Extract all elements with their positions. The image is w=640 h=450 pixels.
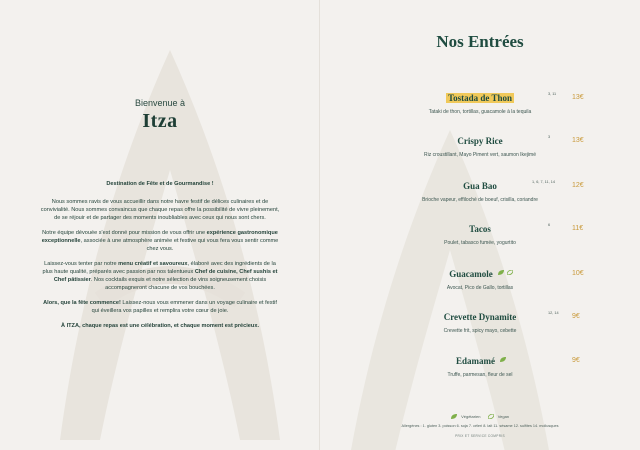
brand-title: Itza (142, 110, 178, 132)
dish-description: Truffe, parmesan, fleur de sel (447, 372, 513, 378)
dish-description: Riz croustillant, Mayo Piment vert, saumon Ikejimé (424, 152, 536, 158)
intro-closing: À ITZA, chaque repas est une célébration, et chaque moment est précieux. (60, 323, 259, 329)
dish-allergens: 3, 11 (548, 92, 557, 96)
dish-allergens: 1, 6, 7, 11, 14 (532, 180, 555, 184)
welcome-text: Bienvenue à (134, 98, 186, 108)
dish-description: Avocat, Pico de Gallo, tortillas (446, 285, 514, 291)
dish-description: Poulet, tabasco fumée, yogurtito (444, 240, 516, 246)
diet-legend (320, 414, 640, 419)
dish-name: Edamamé (456, 356, 495, 366)
dish-allergens: 6 (548, 223, 551, 227)
intro-text (40, 180, 280, 337)
dish-allergens: 3 (548, 135, 551, 139)
dish-name: Tostada de Thon (447, 93, 513, 103)
dish-name: Guacamole (449, 269, 493, 279)
dish-name: Gua Bao (463, 181, 497, 191)
service-note: PRIX ET SERVICE COMPRIS (455, 434, 505, 438)
dish-price: 12€ (572, 182, 584, 189)
dish-name: Tacos (469, 224, 491, 234)
dish-description: Crevette frit, spicy mayo, cebette (443, 328, 517, 334)
dish-price: 11€ (572, 225, 584, 232)
dish-price: 13€ (572, 137, 584, 144)
legend-vegan: Vegan (497, 414, 510, 419)
vegan-leaf-icon (488, 414, 494, 419)
dish-description: Tataki de thon, tortillas, guacamole à la tequila (428, 109, 532, 115)
allergen-list: Allergènes : 1. gluten 3. poisson 6. soja 7. céleri 8. lait 11. sésame 12. sulfites 14. mollusques (401, 424, 559, 428)
dish-description: Brioche vapeur, effiloché de boeuf, crisilla, coriandre (422, 197, 538, 203)
intro-paragraph: Laissez-vous tenter par notre menu créatif et savoureux, élaboré avec des ingrédients de la plus haute qualité, préparés avec passion par nos talentueux Chef de cuisine, Chef sushis et Chef pâtissier. Nos cocktails exquis et notre sélection de vins soigneusement choisis accompagneront chacune de vos bouchées. (42, 261, 278, 291)
dish-name: Crispy Rice (457, 136, 503, 146)
dish-name: Crevette Dynamite (443, 312, 517, 322)
legend-vegetarian: Végétarien (461, 414, 481, 419)
intro-lead: Destination de Fête et de Gourmandise ! (106, 181, 214, 187)
intro-paragraph: Nous sommes ravis de vous accueillir dans notre havre festif de délices culinaires et de convivialité. Nous sommes convaincus que chaque repas offre la possibilité de vivre pleinement, de se réjouir et de partager des moments inoubliables avec ceux qui nous sont chers. (40, 199, 280, 221)
dish-price: 13€ (572, 94, 584, 101)
dish-price: 9€ (572, 313, 580, 320)
vegetarian-leaf-icon (451, 414, 457, 419)
dish-allergens: 12, 14 (548, 311, 559, 315)
intro-paragraph: Notre équipe dévouée s'est donné pour mission de vous offrir une expérience gastronomique exceptionnelle, associée à une atmosphère animée et festive qui vous fera vous sentir comme chez vous. (41, 230, 279, 252)
dish-price: 9€ (572, 357, 580, 364)
intro-paragraph: Alors, que la fête commence! Laissez-nous vous emmener dans un voyage culinaire et festif qui éveillera vos papilles et remplira votre cœur de joie. (43, 300, 277, 314)
menu-heading: Nos Entrées (436, 32, 524, 51)
dish-price: 10€ (572, 270, 584, 277)
menu-footer (320, 0, 640, 450)
